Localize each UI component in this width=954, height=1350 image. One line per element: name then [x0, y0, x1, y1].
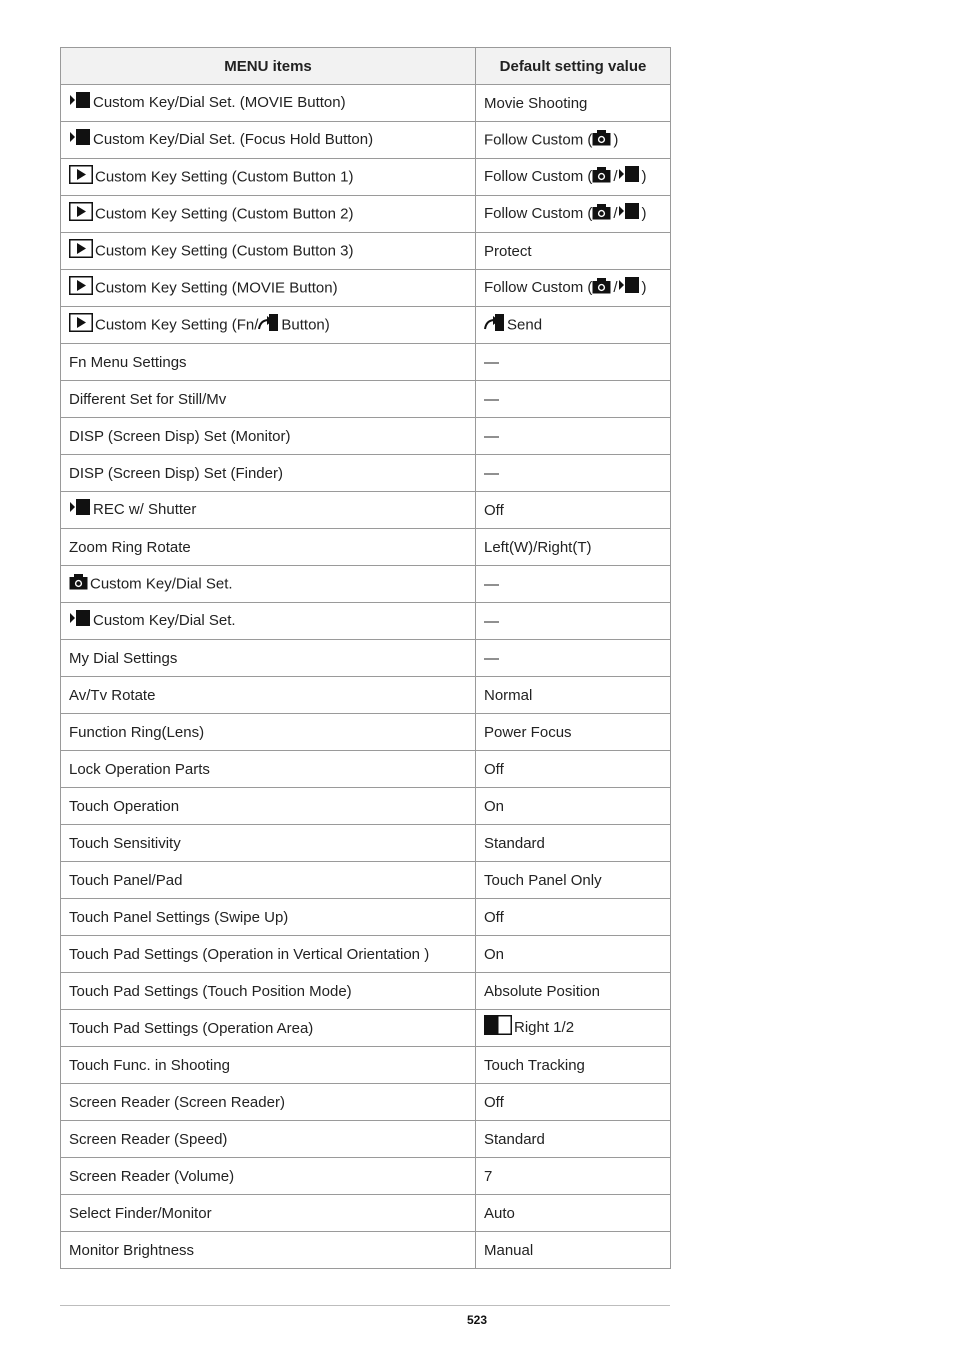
menu-item-label-suffix: Button) — [281, 315, 330, 333]
table-row — [61, 788, 671, 825]
menu-item-cell — [61, 381, 476, 418]
menu-item-cell — [61, 1084, 476, 1121]
menu-item-cell — [61, 307, 476, 344]
default-value-label: Follow Custom ( — [484, 130, 593, 148]
menu-item-cell — [61, 492, 476, 529]
default-value-label: On — [484, 797, 505, 815]
menu-item-cell — [61, 899, 476, 936]
default-value-label: — — [484, 464, 499, 482]
menu-item-label: Screen Reader (Volume) — [69, 1167, 235, 1185]
send-icon — [258, 313, 279, 336]
default-value-cell — [476, 1195, 671, 1232]
menu-item-label: Custom Key/Dial Set. — [90, 574, 233, 592]
default-value-cell — [476, 640, 671, 677]
movie-icon — [69, 91, 91, 113]
default-value-label: — — [484, 353, 499, 371]
page-number: 523 — [466, 1313, 488, 1327]
table-row — [61, 1010, 671, 1047]
default-value-cell — [476, 233, 671, 270]
default-value-cell — [476, 714, 671, 751]
menu-item-label: Touch Panel Settings (Swipe Up) — [69, 908, 289, 926]
default-value-cell — [476, 307, 671, 344]
menu-item-label: DISP (Screen Disp) Set (Monitor) — [69, 427, 291, 445]
table-row — [61, 936, 671, 973]
default-value-label: On — [484, 945, 505, 963]
menu-item-cell — [61, 196, 476, 233]
table-row — [61, 344, 671, 381]
menu-item-cell — [61, 233, 476, 270]
default-value-cell — [476, 603, 671, 640]
footer-divider — [60, 1305, 670, 1306]
movie-icon — [69, 128, 91, 150]
playback-icon — [69, 276, 93, 299]
default-value-cell — [476, 1121, 671, 1158]
menu-item-label: Touch Pad Settings (Operation in Vertical Orientation ) — [69, 945, 430, 963]
default-value-cell — [476, 381, 671, 418]
default-value-label: — — [484, 575, 499, 593]
default-value-label: Right 1/2 — [514, 1018, 575, 1036]
default-value-cell — [476, 418, 671, 455]
default-value-cell — [476, 899, 671, 936]
menu-item-cell — [61, 714, 476, 751]
table-row — [61, 677, 671, 714]
movie-icon — [69, 609, 91, 631]
default-value-label: Off — [484, 908, 504, 926]
menu-item-label: DISP (Screen Disp) Set (Finder) — [69, 464, 283, 482]
default-value-cell — [476, 862, 671, 899]
default-value-label: Absolute Position — [484, 982, 600, 1000]
default-value-label: Follow Custom ( — [484, 167, 593, 185]
table-row — [61, 603, 671, 640]
table-header-row — [61, 48, 671, 85]
table-row — [61, 1158, 671, 1195]
menu-item-cell — [61, 825, 476, 862]
menu-item-label: Monitor Brightness — [69, 1241, 195, 1259]
table-row — [61, 85, 671, 122]
menu-item-cell — [61, 751, 476, 788]
default-value-label: Touch Tracking — [484, 1056, 585, 1074]
default-value-label: Manual — [484, 1241, 534, 1259]
menu-item-label: Fn Menu Settings — [69, 353, 187, 371]
menu-item-label: Zoom Ring Rotate — [69, 538, 191, 556]
menu-item-label: Custom Key/Dial Set. (Focus Hold Button) — [93, 130, 374, 148]
menu-item-cell — [61, 122, 476, 159]
camera-icon — [592, 166, 611, 187]
menu-item-label: Custom Key/Dial Set. (MOVIE Button) — [93, 93, 346, 111]
default-value-label: Left(W)/Right(T) — [484, 538, 592, 556]
default-value-label: — — [484, 390, 499, 408]
menu-item-cell — [61, 1158, 476, 1195]
table-row — [61, 196, 671, 233]
default-value-cell — [476, 455, 671, 492]
default-value-label: Send — [507, 315, 543, 333]
table-row — [61, 270, 671, 307]
icon-separator: / — [613, 278, 618, 296]
default-value-label: Off — [484, 760, 504, 778]
table-row — [61, 751, 671, 788]
menu-item-label: My Dial Settings — [69, 649, 178, 667]
table-row — [61, 233, 671, 270]
table-row — [61, 1195, 671, 1232]
table-row — [61, 381, 671, 418]
default-value-label: Movie Shooting — [484, 94, 588, 112]
default-value-label: 7 — [484, 1167, 493, 1185]
menu-item-cell — [61, 159, 476, 196]
default-value-label: Standard — [484, 1130, 545, 1148]
default-value-cell — [476, 936, 671, 973]
menu-item-cell — [61, 1121, 476, 1158]
menu-item-label: Touch Func. in Shooting — [69, 1056, 230, 1074]
default-value-label: Off — [484, 501, 504, 519]
movie-icon — [69, 498, 91, 520]
movie-icon — [618, 276, 640, 298]
table-row — [61, 973, 671, 1010]
table-row — [61, 529, 671, 566]
menu-item-label: Custom Key Setting (Custom Button 1) — [95, 167, 354, 185]
table-row — [61, 1084, 671, 1121]
default-value-cell — [476, 788, 671, 825]
menu-item-cell — [61, 973, 476, 1010]
menu-item-label: Custom Key Setting (Custom Button 3) — [95, 241, 354, 259]
default-value-label: — — [484, 612, 499, 630]
right-half-icon — [484, 1015, 512, 1039]
default-value-cell — [476, 85, 671, 122]
default-value-cell — [476, 1084, 671, 1121]
table-row — [61, 566, 671, 603]
menu-item-cell — [61, 566, 476, 603]
default-value-label: Protect — [484, 242, 532, 260]
default-value-cell — [476, 270, 671, 307]
playback-icon — [69, 313, 93, 336]
icon-separator: / — [613, 204, 618, 222]
menu-item-label: Custom Key Setting (Fn/ — [95, 315, 259, 333]
default-value-cell — [476, 1047, 671, 1084]
default-value-label: Follow Custom ( — [484, 278, 593, 296]
table-row — [61, 159, 671, 196]
menu-item-cell — [61, 1232, 476, 1269]
menu-item-label: Touch Panel/Pad — [69, 871, 183, 889]
menu-item-label: Screen Reader (Screen Reader) — [69, 1093, 285, 1111]
menu-item-label: Touch Pad Settings (Operation Area) — [69, 1019, 314, 1037]
menu-item-cell — [61, 640, 476, 677]
menu-item-cell — [61, 1047, 476, 1084]
menu-item-label: Av/Tv Rotate — [69, 686, 156, 704]
menu-item-label: Custom Key Setting (MOVIE Button) — [95, 278, 338, 296]
default-value-cell — [476, 566, 671, 603]
default-value-cell — [476, 1158, 671, 1195]
table-row — [61, 1047, 671, 1084]
table-row — [61, 640, 671, 677]
playback-icon — [69, 165, 93, 188]
menu-item-cell — [61, 936, 476, 973]
menu-item-label: Screen Reader (Speed) — [69, 1130, 228, 1148]
menu-settings-table — [60, 47, 671, 1269]
table-row — [61, 455, 671, 492]
menu-item-cell — [61, 677, 476, 714]
default-value-label: Standard — [484, 834, 545, 852]
menu-item-label: Touch Sensitivity — [69, 834, 181, 852]
default-value-close: ) — [641, 278, 647, 296]
menu-item-label: Function Ring(Lens) — [69, 723, 205, 741]
menu-item-cell — [61, 1195, 476, 1232]
menu-item-cell — [61, 529, 476, 566]
table-row — [61, 1232, 671, 1269]
camera-icon — [592, 203, 611, 224]
header-default-setting-value: Default setting value — [476, 48, 671, 85]
default-value-cell — [476, 159, 671, 196]
menu-item-cell — [61, 270, 476, 307]
default-value-cell — [476, 677, 671, 714]
default-value-cell — [476, 825, 671, 862]
menu-item-label: Custom Key/Dial Set. — [93, 611, 236, 629]
default-value-cell — [476, 196, 671, 233]
default-value-cell — [476, 1010, 671, 1047]
movie-icon — [618, 202, 640, 224]
table-row — [61, 307, 671, 344]
table-row — [61, 1121, 671, 1158]
default-value-label: Auto — [484, 1204, 515, 1222]
default-value-label: — — [484, 649, 499, 667]
menu-item-label: Touch Pad Settings (Touch Position Mode) — [69, 982, 352, 1000]
menu-item-cell — [61, 1010, 476, 1047]
table-row — [61, 899, 671, 936]
default-value-cell — [476, 1232, 671, 1269]
default-value-label: Off — [484, 1093, 504, 1111]
table-row — [61, 825, 671, 862]
table-row — [61, 714, 671, 751]
default-value-cell — [476, 529, 671, 566]
menu-item-cell — [61, 85, 476, 122]
default-value-label: Follow Custom ( — [484, 204, 593, 222]
send-icon — [484, 313, 505, 336]
menu-item-cell — [61, 862, 476, 899]
table-row — [61, 418, 671, 455]
default-value-cell — [476, 344, 671, 381]
menu-item-cell — [61, 455, 476, 492]
menu-item-label: Select Finder/Monitor — [69, 1204, 212, 1222]
menu-item-cell — [61, 344, 476, 381]
default-value-cell — [476, 973, 671, 1010]
header-menu-items: MENU items — [61, 48, 476, 85]
camera-icon — [592, 129, 611, 150]
menu-item-cell — [61, 788, 476, 825]
menu-item-label: Custom Key Setting (Custom Button 2) — [95, 204, 354, 222]
menu-item-label: Different Set for Still/Mv — [69, 390, 227, 408]
default-value-cell — [476, 492, 671, 529]
menu-item-cell — [61, 603, 476, 640]
default-value-cell — [476, 122, 671, 159]
camera-icon — [69, 573, 88, 594]
movie-icon — [618, 165, 640, 187]
playback-icon — [69, 239, 93, 262]
default-value-cell — [476, 751, 671, 788]
menu-item-label: REC w/ Shutter — [93, 500, 197, 518]
icon-separator: / — [613, 167, 618, 185]
menu-item-cell — [61, 418, 476, 455]
default-value-label: Touch Panel Only — [484, 871, 602, 889]
menu-item-label: Touch Operation — [69, 797, 180, 815]
table-row — [61, 492, 671, 529]
camera-icon — [592, 277, 611, 298]
table-row — [61, 862, 671, 899]
playback-icon — [69, 202, 93, 225]
default-value-label: Power Focus — [484, 723, 572, 741]
default-value-close: ) — [613, 130, 619, 148]
menu-item-label: Lock Operation Parts — [69, 760, 210, 778]
default-value-label: Normal — [484, 686, 533, 704]
default-value-close: ) — [641, 204, 647, 222]
default-value-close: ) — [641, 167, 647, 185]
default-value-label: — — [484, 427, 499, 445]
table-row — [61, 122, 671, 159]
